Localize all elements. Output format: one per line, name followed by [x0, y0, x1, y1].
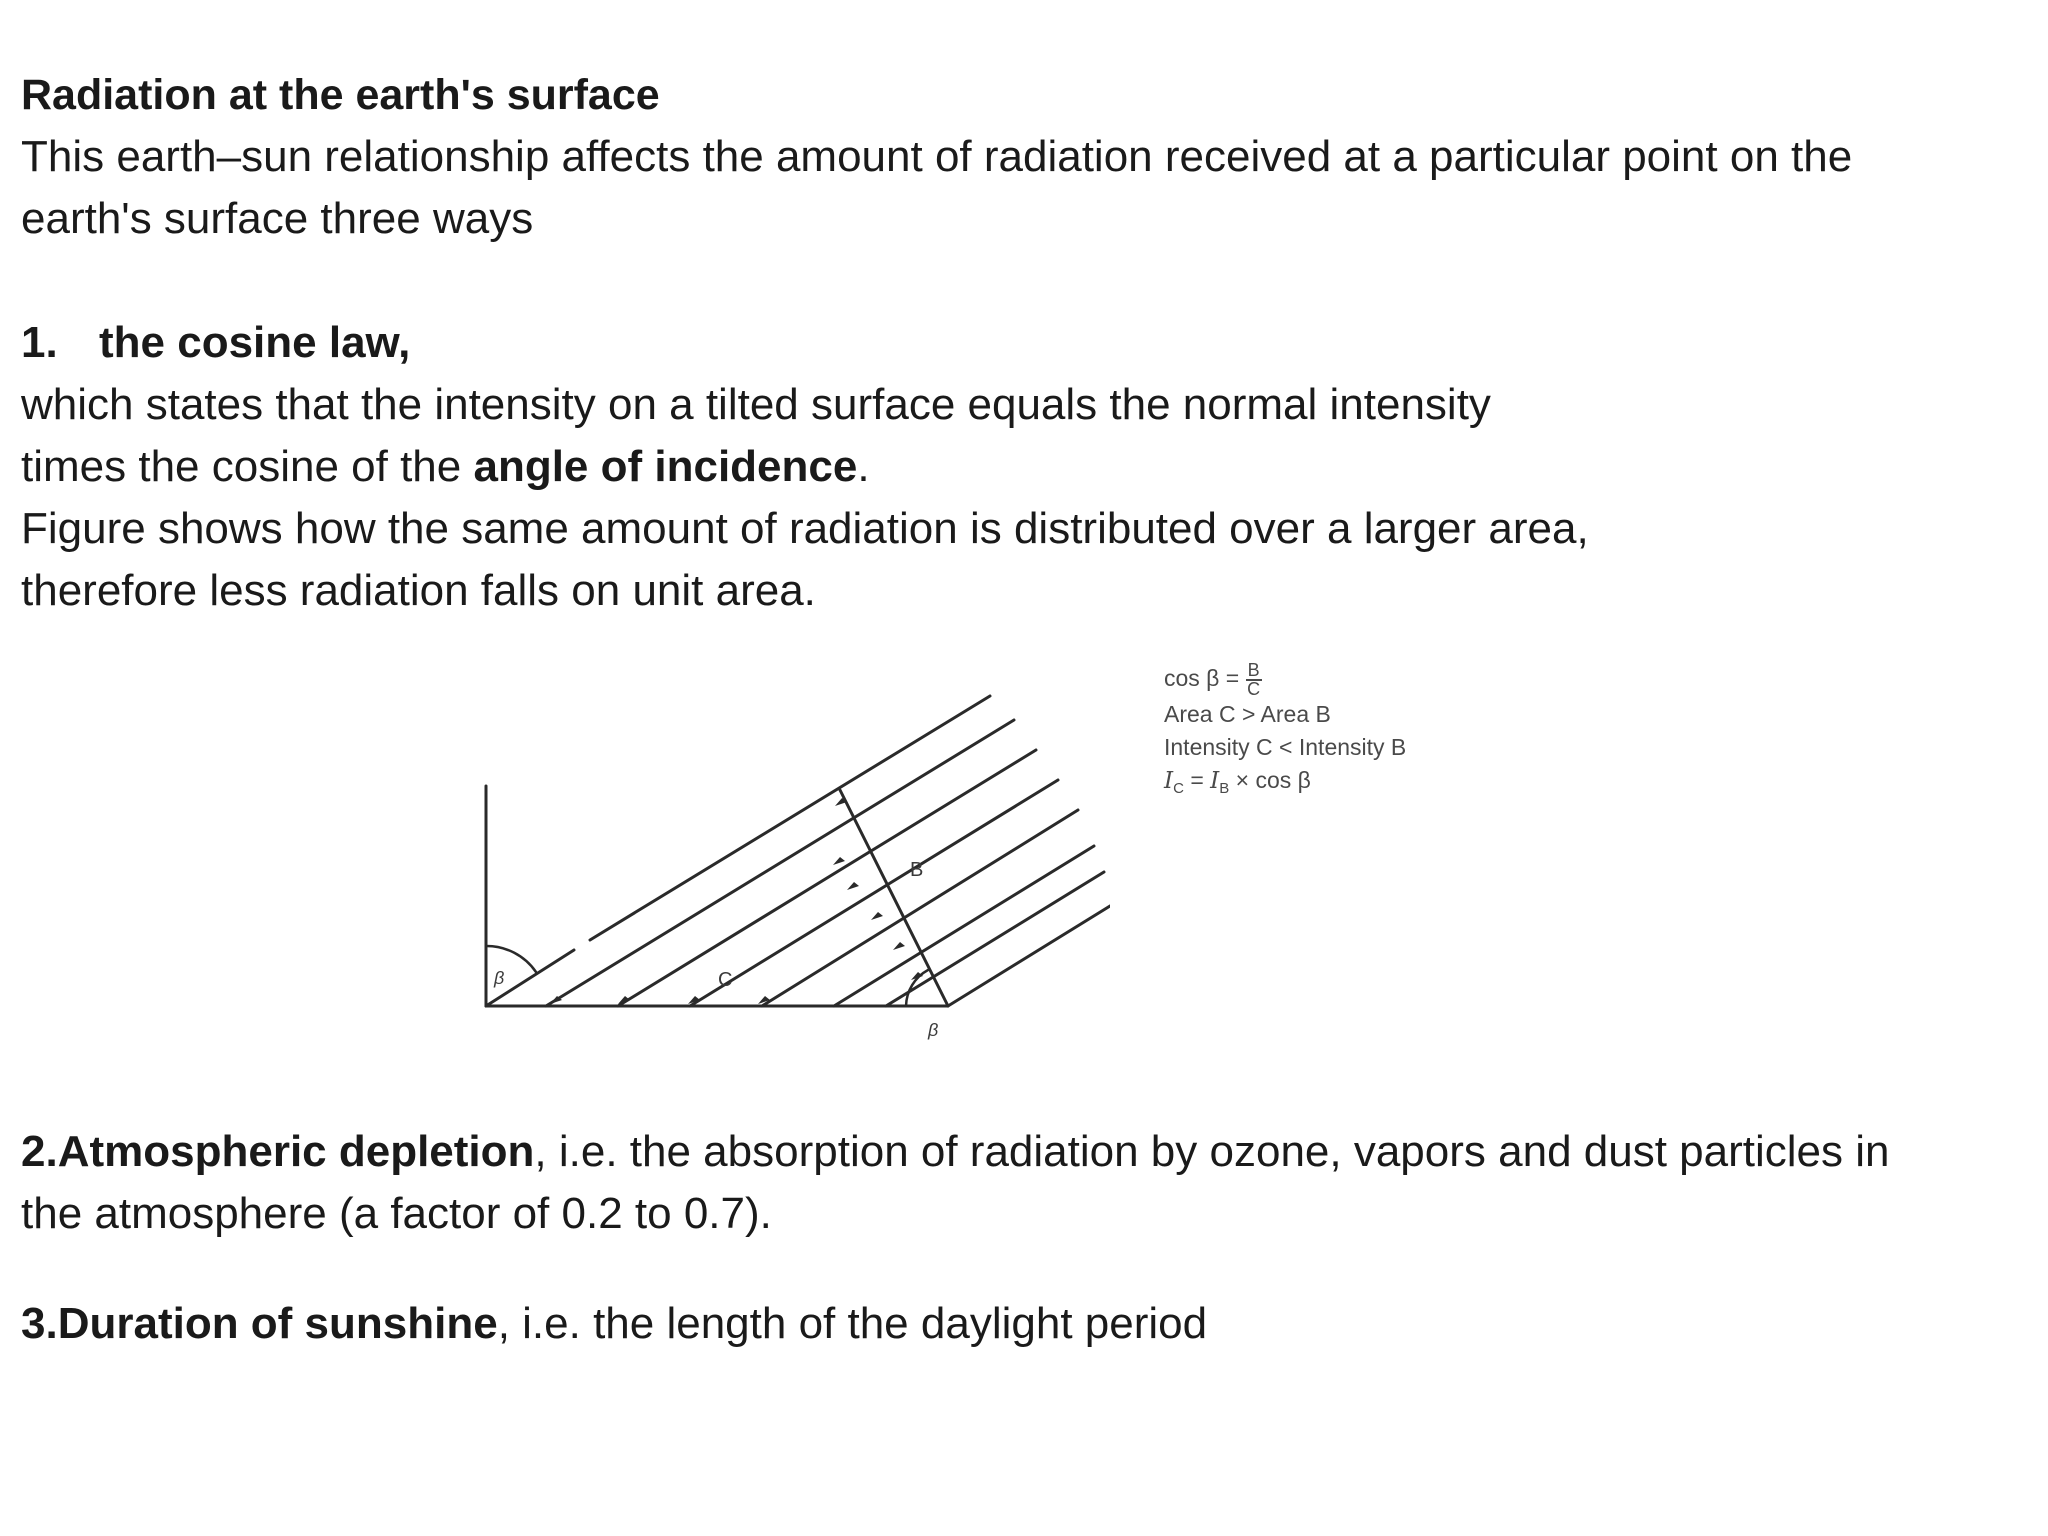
ib-subscript: B: [1219, 780, 1230, 797]
cos-formula: [1164, 662, 1494, 698]
intensity-comparison: Intensity C < Intensity B: [1164, 734, 1407, 760]
intro-line-1: This earth–sun relationship affects the amount of radiation received at a particular point on the: [21, 132, 1853, 181]
intro-line-2: earth's surface three ways: [21, 194, 534, 243]
item3-title: 3.Duration of sunshine: [21, 1299, 498, 1348]
intro-paragraph: [21, 126, 1852, 250]
cross-section-b: [840, 790, 948, 1006]
times-cos: × cos β: [1229, 767, 1311, 793]
fraction-numerator: B: [1247, 660, 1260, 680]
formula-box: [1164, 662, 1494, 832]
label-b: B: [910, 859, 924, 881]
item2-title: 2.Atmospheric depletion: [21, 1127, 535, 1176]
angle-label-top: β: [494, 968, 505, 988]
ic-subscript: C: [1173, 780, 1184, 797]
intensity-equation: [1164, 764, 1494, 805]
item1-number: 1.: [21, 318, 58, 367]
label-c: C: [718, 969, 733, 991]
area-comparison: Area C > Area B: [1164, 701, 1331, 727]
item1-title-text: the cosine law,: [99, 318, 411, 367]
item1-line-1: which states that the intensity on a tilted surface equals the normal intensity: [21, 380, 1491, 429]
item1-line-3: Figure shows how the same amount of radiation is distributed over a larger area,: [21, 504, 1589, 553]
ray-6: [834, 846, 1094, 1006]
item2-line-2: the atmosphere (a factor of 0.2 to 0.7).: [21, 1189, 772, 1238]
item1-body: [21, 374, 1589, 622]
arrowhead: [893, 942, 905, 950]
slide-heading: Radiation at the earth's surface: [21, 71, 660, 119]
arrowhead: [833, 857, 845, 865]
item1-line-2-pre: times the cosine of the: [21, 442, 474, 491]
item3-rest: , i.e. the length of the daylight period: [497, 1299, 1208, 1348]
item1-line-4: therefore less radiation falls on unit area.: [21, 566, 816, 615]
item2-paragraph: [21, 1121, 1889, 1245]
arrowhead: [847, 882, 859, 890]
angle-of-incidence-term: angle of incidence: [473, 442, 858, 491]
item1-title: [21, 312, 410, 374]
fraction-denominator: C: [1247, 679, 1261, 699]
ib-symbol: I: [1210, 768, 1220, 794]
cos-prefix: cos β =: [1164, 665, 1240, 692]
cosine-law-diagram: [470, 650, 1110, 1050]
angle-label-bottom: β: [928, 1020, 939, 1040]
ray-7: [886, 872, 1104, 1006]
equals-sign: =: [1183, 767, 1211, 793]
ray-arrowheads: [550, 798, 923, 1004]
item3-paragraph: [21, 1293, 1207, 1355]
item1-line-2-post: .: [857, 442, 870, 491]
ray-2: [546, 720, 1014, 1006]
item1-line-2: [21, 436, 1589, 498]
ray-3: [618, 750, 1036, 1006]
ic-symbol: I: [1164, 768, 1174, 794]
item2-line-1: [21, 1121, 1889, 1183]
arrowhead: [871, 912, 883, 920]
item2-line-1-rest: , i.e. the absorption of radiation by ozone, vapors and dust particles in: [534, 1127, 1890, 1176]
ratio-fraction: [1246, 662, 1262, 698]
